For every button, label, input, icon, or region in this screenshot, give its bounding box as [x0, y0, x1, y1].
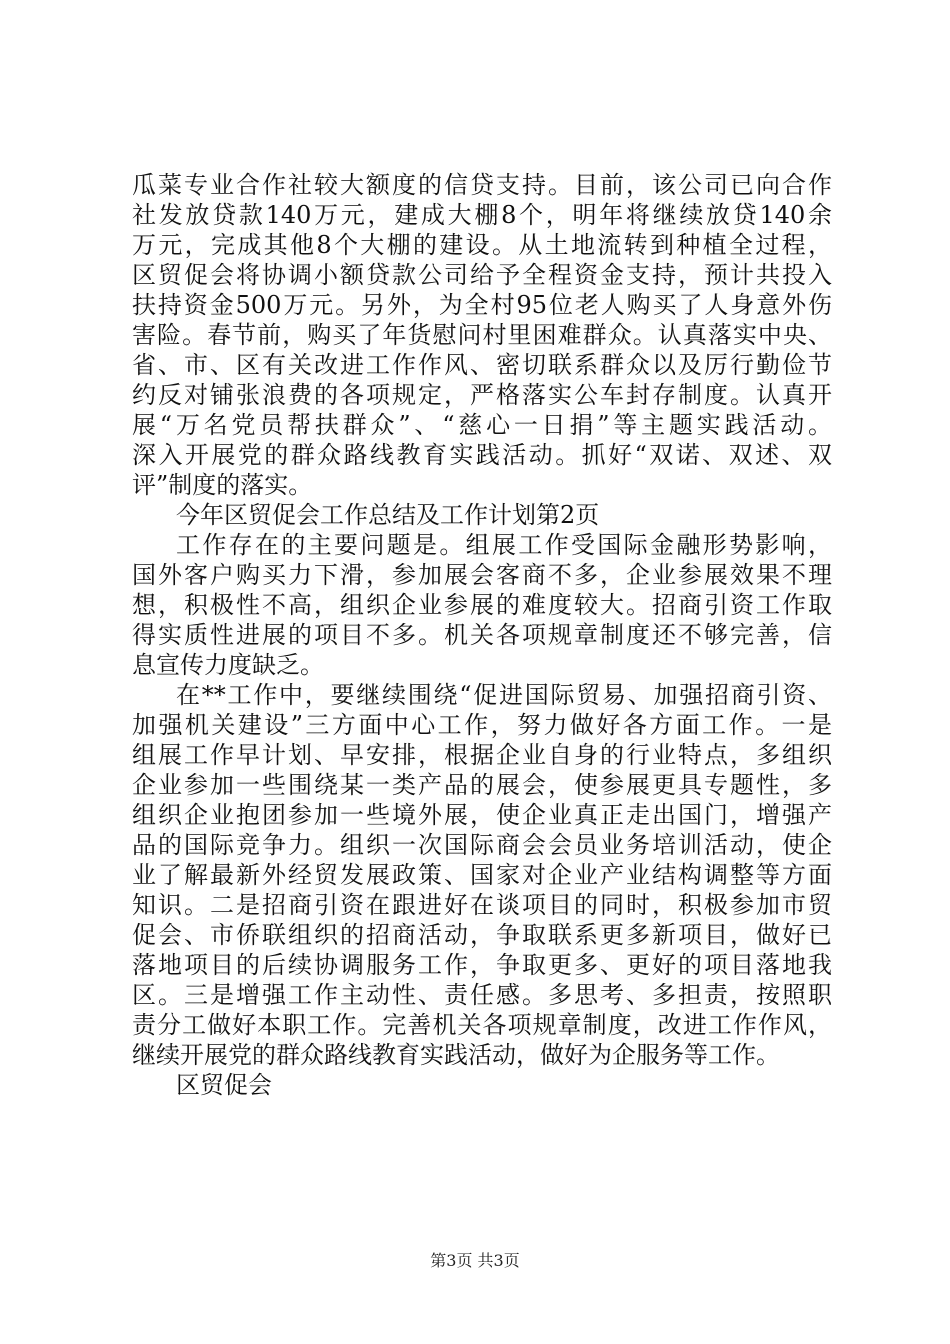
signature-line: 区贸促会: [176, 1071, 272, 1099]
text-line: 深入开展党的群众路线教育实践活动。抓好“双诺、双述、双: [132, 441, 832, 469]
text-line: 区贸促会将协调小额贷款公司给予全程资金支持，预计共投入: [132, 261, 832, 289]
text-line: 落地项目的后续协调服务工作，争取更多、更好的项目落地我: [132, 951, 832, 979]
text-line: 万元，完成其他8个大棚的建设。从土地流转到种植全过程，: [132, 231, 832, 259]
text-line: 约反对铺张浪费的各项规定，严格落实公车封存制度。认真开: [132, 381, 832, 409]
text-line: 害险。春节前，购买了年货慰问村里困难群众。认真落实中央、: [132, 321, 832, 349]
text-line: 知识。二是招商引资在跟进好在谈项目的同时，积极参加市贸: [132, 891, 832, 919]
text-line: 企业参加一些围绕某一类产品的展会，使参展更具专题性，多: [132, 771, 832, 799]
text-line: 在**工作中，要继续围绕“促进国际贸易、加强招商引资、: [176, 681, 832, 709]
text-line: 区。三是增强工作主动性、责任感。多思考、多担责，按照职: [132, 981, 832, 1009]
text-line: 展“万名党员帮扶群众”、“慈心一日捐”等主题实践活动。: [132, 411, 832, 439]
text-line: 继续开展党的群众路线教育实践活动，做好为企服务等工作。: [132, 1041, 780, 1069]
text-line: 国外客户购买力下滑，参加展会客商不多，企业参展效果不理: [132, 561, 832, 589]
text-line: 业了解最新外经贸发展政策、国家对企业产业结构调整等方面: [132, 861, 832, 889]
text-line: 社发放贷款140万元，建成大棚8个，明年将继续放贷140余: [132, 201, 832, 229]
text-line: 工作存在的主要问题是。组展工作受国际金融形势影响，: [176, 531, 832, 559]
text-line: 扶持资金500万元。另外，为全村95位老人购买了人身意外伤: [132, 291, 832, 319]
text-line: 省、市、区有关改进工作作风、密切联系群众以及厉行勤俭节: [132, 351, 832, 379]
text-line: 品的国际竞争力。组织一次国际商会会员业务培训活动，使企: [132, 831, 832, 859]
text-line: 组展工作早计划、早安排，根据企业自身的行业特点，多组织: [132, 741, 832, 769]
text-line: 责分工做好本职工作。完善机关各项规章制度，改进工作作风，: [132, 1011, 832, 1039]
text-line: 加强机关建设”三方面中心工作，努力做好各方面工作。一是: [132, 711, 832, 739]
text-line: 息宣传力度缺乏。: [132, 651, 324, 679]
text-line: 促会、市侨联组织的招商活动，争取联系更多新项目，做好已: [132, 921, 832, 949]
text-line: 评”制度的落实。: [132, 471, 313, 499]
text-line: 瓜菜专业合作社较大额度的信贷支持。目前，该公司已向合作: [132, 171, 832, 199]
text-line: 想，积极性不高，组织企业参展的难度较大。招商引资工作取: [132, 591, 832, 619]
page-number-footer: 第3页 共3页: [430, 1251, 520, 1270]
document-body: [132, 170, 832, 1100]
text-line: 得实质性进展的项目不多。机关各项规章制度还不够完善，信: [132, 621, 832, 649]
section-heading: 今年区贸促会工作总结及工作计划第2页: [176, 501, 600, 529]
text-line: 组织企业抱团参加一些境外展，使企业真正走出国门，增强产: [132, 801, 832, 829]
